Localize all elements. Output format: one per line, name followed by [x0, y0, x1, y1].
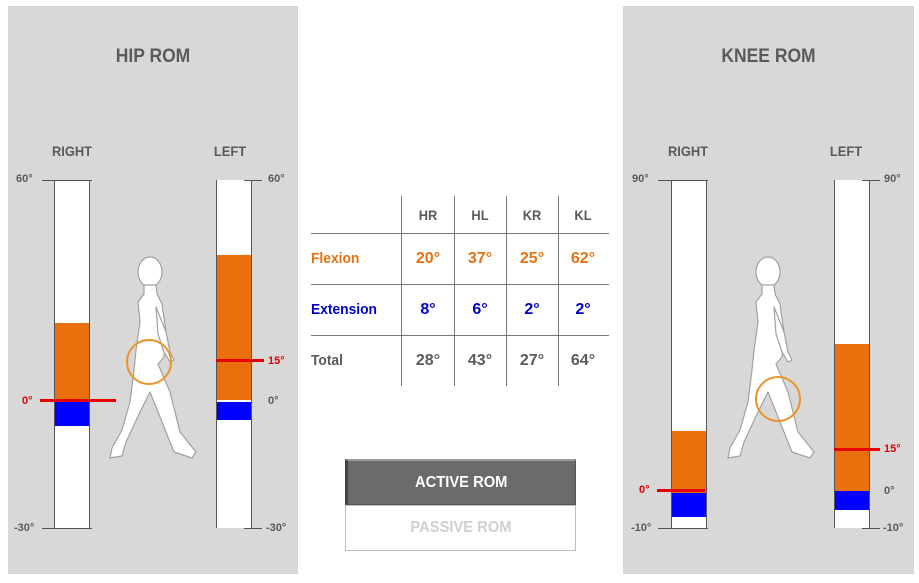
knee-left-bottom-tick [862, 528, 880, 529]
knee-left-top-tick [862, 180, 880, 181]
knee-right-label: RIGHT [667, 143, 709, 159]
knee-left-marker-label: 15° [884, 443, 901, 455]
table-cell-total-hl: 43° [467, 352, 493, 369]
table-header-hr: HR [418, 207, 438, 223]
hip-left-top-label: 60° [268, 173, 285, 185]
knee-right-extension-fill [672, 493, 706, 517]
hip-left-top-tick [244, 180, 262, 181]
table-cell-total-kr: 27° [519, 352, 545, 369]
active-rom-label: ACTIVE ROM [415, 473, 508, 491]
table-header-hl: HL [471, 207, 489, 223]
knee-left-label: LEFT [829, 143, 863, 159]
table-row-label-extension: Extension [311, 301, 377, 318]
hip-right-bottom-label: -30° [14, 522, 35, 534]
table-cell-flexion-hl: 37° [467, 250, 493, 267]
table-divider [311, 335, 609, 336]
hip-right-extension-fill [55, 402, 89, 426]
passive-rom-label: PASSIVE ROM [409, 519, 512, 536]
table-cell-extension-kr: 2° [524, 301, 540, 318]
hip-left-label: LEFT [213, 143, 247, 159]
knee-left-15-marker [834, 448, 880, 451]
knee-right-bottom-label: -10° [631, 522, 652, 534]
hip-left-bottom-tick [244, 528, 262, 529]
hip-right-zero-label: 0° [22, 395, 33, 407]
knee-right-top-label: 90° [632, 173, 649, 185]
knee-right-zero-label: 0° [639, 484, 650, 496]
knee-left-rom-bar [834, 180, 870, 528]
knee-left-flexion-fill [835, 344, 869, 491]
table-row-label-flexion: Flexion [311, 250, 360, 267]
table-header-kr: KR [522, 207, 542, 223]
knee-left-bottom-label: -10° [883, 522, 904, 534]
hip-left-zero-label: 0° [268, 395, 279, 407]
knee-left-top-label: 90° [884, 173, 901, 185]
hip-right-top-tick [42, 180, 92, 181]
hip-left-15-marker [216, 359, 264, 362]
hip-left-marker-label: 15° [268, 355, 285, 367]
active-rom-button[interactable] [345, 459, 576, 505]
table-cell-flexion-kl: 62° [570, 250, 596, 267]
knee-rom-title: KNEE ROM [721, 46, 816, 67]
knee-right-bottom-tick [658, 528, 708, 529]
hip-rom-title: HIP ROM [115, 46, 191, 67]
knee-right-zero-marker [657, 489, 705, 492]
hip-right-label: RIGHT [51, 143, 93, 159]
table-row-label-total: Total [311, 352, 343, 369]
hip-highlight-circle [126, 339, 172, 385]
hip-left-bottom-label: -30° [266, 522, 287, 534]
knee-right-top-tick [658, 180, 708, 181]
table-divider [506, 196, 507, 386]
knee-right-rom-bar [671, 180, 707, 528]
table-divider [401, 196, 402, 386]
table-divider [558, 196, 559, 386]
passive-rom-button[interactable] [345, 505, 576, 551]
table-cell-total-hr: 28° [415, 352, 441, 369]
hip-left-flexion-fill [217, 255, 251, 400]
table-cell-extension-kl: 2° [575, 301, 591, 318]
table-cell-extension-hl: 6° [472, 301, 488, 318]
hip-right-flexion-fill [55, 323, 89, 400]
hip-left-extension-fill [217, 402, 251, 420]
knee-highlight-circle [755, 376, 801, 422]
table-header-kl: KL [574, 207, 592, 223]
table-cell-total-kl: 64° [570, 352, 596, 369]
hip-right-rom-bar [54, 180, 90, 528]
table-divider [311, 284, 609, 285]
table-cell-flexion-hr: 20° [415, 250, 441, 267]
table-divider [454, 196, 455, 386]
table-divider [311, 233, 609, 234]
table-cell-flexion-kr: 25° [519, 250, 545, 267]
knee-left-zero-label: 0° [884, 485, 895, 497]
knee-walking-figure [718, 252, 818, 467]
hip-left-rom-bar [216, 180, 252, 528]
hip-right-bottom-tick [42, 528, 92, 529]
table-cell-extension-hr: 8° [420, 301, 436, 318]
knee-right-flexion-fill [672, 431, 706, 493]
hip-right-top-label: 60° [16, 173, 33, 185]
knee-left-extension-fill [835, 491, 869, 510]
